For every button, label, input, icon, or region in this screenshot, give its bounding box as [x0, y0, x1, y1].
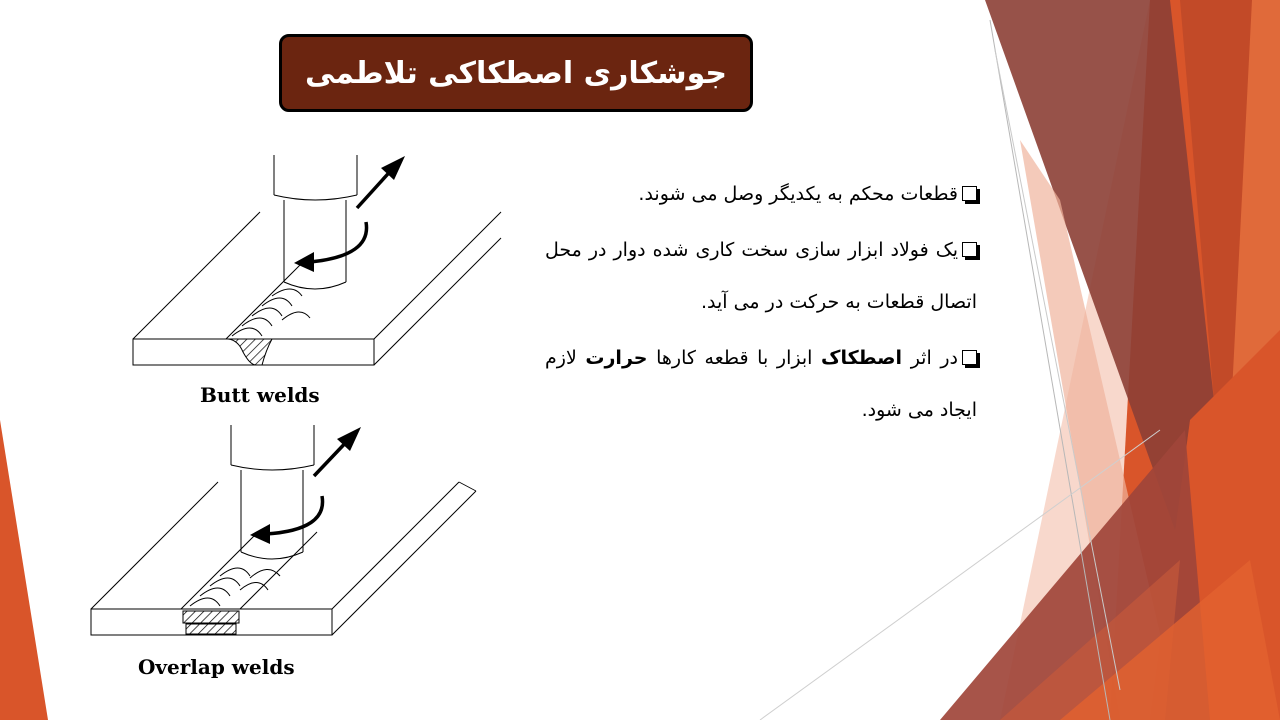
bullet-text-part: لازم ایجاد می شود.	[545, 347, 977, 421]
butt-welds-caption: Butt welds	[200, 383, 320, 407]
bullet-item	[545, 168, 977, 220]
bullet-text-part: در اثر	[902, 347, 958, 369]
checkbox-bullet-icon	[962, 242, 977, 257]
overlap-welds-caption: Overlap welds	[138, 655, 295, 679]
overlap-weld-figure	[91, 425, 476, 635]
bullet-item	[545, 224, 977, 328]
bullet-keyword: حرارت	[585, 347, 648, 369]
checkbox-bullet-icon	[962, 350, 977, 365]
checkbox-bullet-icon	[962, 186, 977, 201]
bullet-item	[545, 332, 977, 436]
bullet-text-part: ابزار با قطعه کارها	[647, 347, 822, 369]
bullet-text: قطعات محکم به یکدیگر وصل می شوند.	[638, 183, 958, 205]
bullet-keyword: اصطکاک	[821, 347, 903, 369]
butt-weld-figure	[133, 155, 501, 365]
weld-diagram	[80, 140, 520, 700]
title-box	[279, 34, 753, 112]
slide-title: جوشکاری اصطکاکی تلاطمی	[304, 55, 728, 91]
bullet-list	[545, 168, 977, 440]
bullet-text: یک فولاد ابزار سازی سخت کاری شده دوار در محل اتصال قطعات به حرکت در می آید.	[545, 239, 977, 313]
